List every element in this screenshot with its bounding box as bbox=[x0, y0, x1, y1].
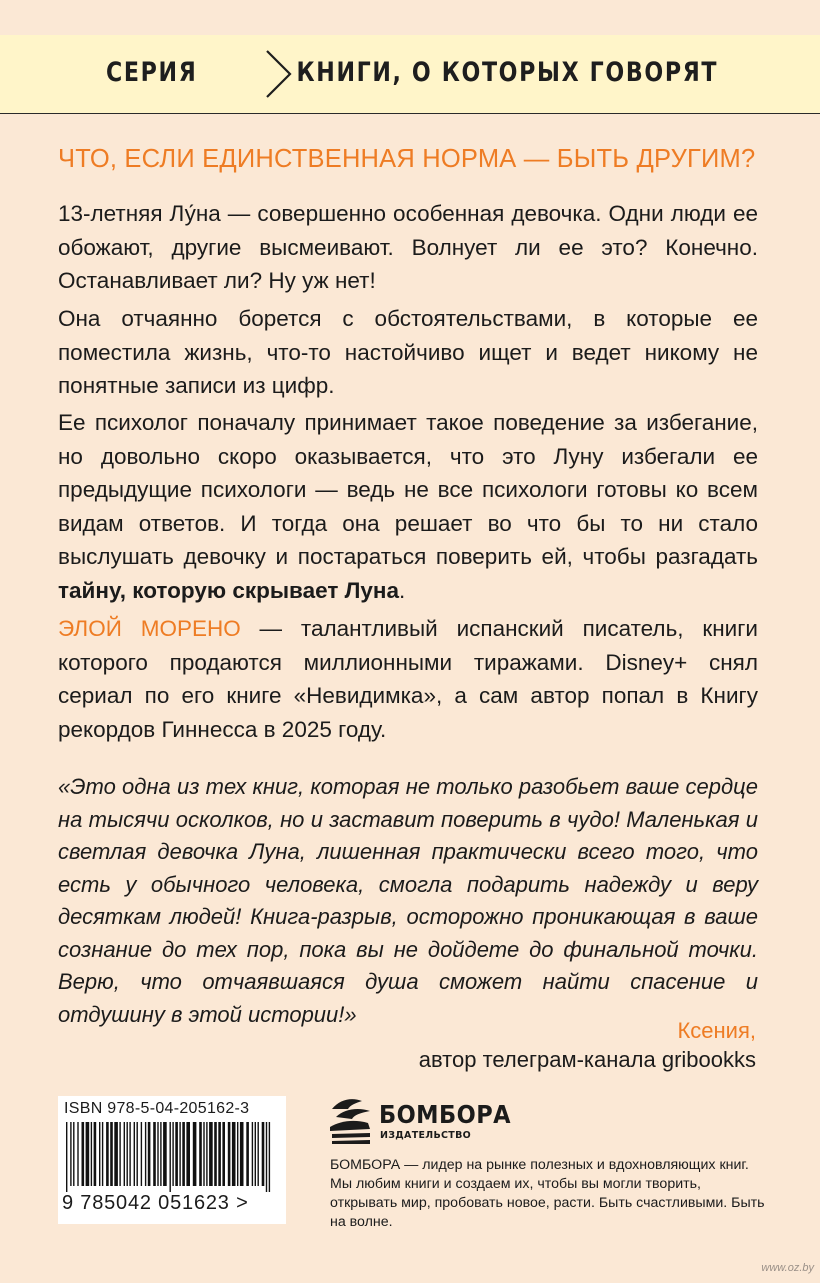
barcode-bar bbox=[94, 1122, 97, 1186]
barcode-bar bbox=[148, 1122, 151, 1186]
paragraph-psychologist-text: Ее психолог поначалу принимает такое поведение за избегание, но довольно скоро оказывается, что это Луну избегали ее предыдущие психологи — ведь не все психологи готовы ко всем видам ответов. И тогда она решает во что бы то ни стало выслушать девочку и постараться поверить ей, чтобы разгадать bbox=[58, 410, 758, 569]
barcode-bar bbox=[99, 1122, 100, 1186]
barcode-bar bbox=[209, 1122, 213, 1186]
barcode-bar bbox=[262, 1122, 265, 1186]
review-source: автор телеграм-канала gribookks bbox=[418, 1047, 756, 1072]
barcode-bar bbox=[86, 1122, 90, 1186]
barcode-bar bbox=[70, 1122, 71, 1186]
barcode-bar bbox=[106, 1122, 109, 1186]
paragraph-author-bio bbox=[58, 612, 758, 746]
publisher-logo-name: БОМБОРА bbox=[379, 1100, 512, 1129]
publisher-logo-sub: ИЗДАТЕЛЬСТВО bbox=[380, 1130, 471, 1141]
barcode-bar bbox=[214, 1122, 217, 1186]
barcode-bar bbox=[134, 1122, 135, 1186]
barcode-digits: 9 785042 051623 > bbox=[62, 1192, 249, 1214]
barcode-bar bbox=[258, 1122, 259, 1186]
barcode-bar bbox=[203, 1122, 204, 1186]
barcode-bar bbox=[269, 1122, 270, 1192]
barcode-bar bbox=[91, 1122, 92, 1186]
author-name: ЭЛОЙ МОРЕНО bbox=[58, 616, 241, 641]
barcode-bar bbox=[163, 1122, 167, 1186]
barcode-bar bbox=[153, 1122, 156, 1186]
barcode-bar bbox=[182, 1122, 185, 1186]
isbn-text: ISBN 978-5-04-205162-3 bbox=[64, 1100, 250, 1117]
barcode-bar bbox=[172, 1122, 173, 1186]
barcode-bar bbox=[145, 1122, 146, 1186]
barcode-bar bbox=[237, 1122, 238, 1186]
barcode-bar bbox=[232, 1122, 236, 1186]
publisher-description: БОМБОРА — лидер на рынке полезных и вдохновляющих книг. Мы любим книги и создаем их, чтобы вы могли творить, открывать мир, пробовать новое, расти. Быть счастливыми. Быть на волне. bbox=[330, 1157, 765, 1230]
barcode-bar bbox=[179, 1122, 180, 1186]
barcode-bar bbox=[66, 1122, 67, 1192]
paragraph-psychologist-bold: тайну, которую скрывает Луна bbox=[58, 577, 399, 603]
paragraph-intro: 13-летняя Лу́на — совершенно особенная девочка. Одни люди ее обожают, другие высмеивают. Волнует ли ее это? Конечно. Останавливает ли? Ну уж нет! bbox=[58, 201, 758, 293]
paragraph-psychologist-end: . bbox=[399, 577, 406, 603]
barcode bbox=[58, 1096, 286, 1224]
barcode-bar bbox=[141, 1122, 142, 1186]
series-name: КНИГИ, О КОТОРЫХ ГОВОРЯТ bbox=[296, 57, 718, 88]
barcode-bar bbox=[218, 1122, 221, 1186]
barcode-bar bbox=[129, 1122, 130, 1186]
barcode-bar bbox=[137, 1122, 138, 1186]
chevron-right-icon bbox=[262, 47, 296, 101]
review-quote: «Это одна из тех книг, которая не только разобьет ваше сердце на тысячи осколков, но и заставит поверить в чудо! Маленькая и светлая девочка Луна, лишенная практически всего того, что есть у обычного человека, смогла подарить надежду и веру десяткам людей! Книга-разрыв, осторожно проникающая в ваше сознание до тех пор, пока вы не дойдете до финальной точки. Верю, что отчаявшаяся душа сможет найти спасение и отдушину в этой истории!» bbox=[58, 774, 758, 1027]
barcode-bar bbox=[186, 1122, 190, 1186]
barcode-bar bbox=[124, 1122, 125, 1186]
barcode-bar bbox=[199, 1122, 202, 1186]
publisher-logo-icon bbox=[328, 1095, 374, 1145]
barcode-bar bbox=[252, 1122, 253, 1186]
watermark: www.oz.by bbox=[761, 1262, 814, 1274]
barcode-bar bbox=[222, 1122, 225, 1186]
barcode-bar bbox=[206, 1122, 207, 1186]
headline: ЧТО, ЕСЛИ ЕДИНСТВЕННАЯ НОРМА — БЫТЬ ДРУГИМ? bbox=[58, 145, 756, 173]
barcode-bar bbox=[119, 1122, 120, 1186]
barcode-bars bbox=[64, 1122, 278, 1192]
barcode-bar bbox=[255, 1122, 256, 1186]
review-author: Ксения, bbox=[677, 1018, 756, 1043]
barcode-bar bbox=[240, 1122, 244, 1186]
barcode-bar bbox=[157, 1122, 158, 1186]
barcode-bar bbox=[193, 1122, 197, 1186]
paragraph-struggle: Она отчаянно борется с обстоятельствами, в которые ее поместила жизнь, что-то настойчиво ищет и ведет никому не понятные записи из цифр. bbox=[58, 306, 758, 398]
paragraph-psychologist bbox=[58, 406, 758, 607]
barcode-bar bbox=[175, 1122, 178, 1186]
barcode-bar bbox=[246, 1122, 249, 1186]
barcode-bar bbox=[170, 1122, 171, 1192]
barcode-bar bbox=[102, 1122, 103, 1186]
barcode-bar bbox=[77, 1122, 78, 1186]
barcode-bar bbox=[73, 1122, 74, 1186]
barcode-bar bbox=[266, 1122, 267, 1192]
barcode-bar bbox=[114, 1122, 118, 1186]
barcode-bar bbox=[110, 1122, 113, 1186]
series-label: СЕРИЯ bbox=[106, 57, 198, 88]
barcode-bar bbox=[82, 1122, 85, 1186]
barcode-bar bbox=[160, 1122, 161, 1186]
barcode-bar bbox=[228, 1122, 231, 1186]
barcode-bar bbox=[127, 1122, 128, 1186]
author-bio-text: — талантливый испанский писатель, книги которого продаются миллионными тиражами. Disney+ снял сериал по его книге «Невидимка», а сам автор попал в Книгу рекордов Гиннесса в 2025 году. bbox=[58, 616, 758, 742]
series-bar bbox=[0, 35, 820, 114]
